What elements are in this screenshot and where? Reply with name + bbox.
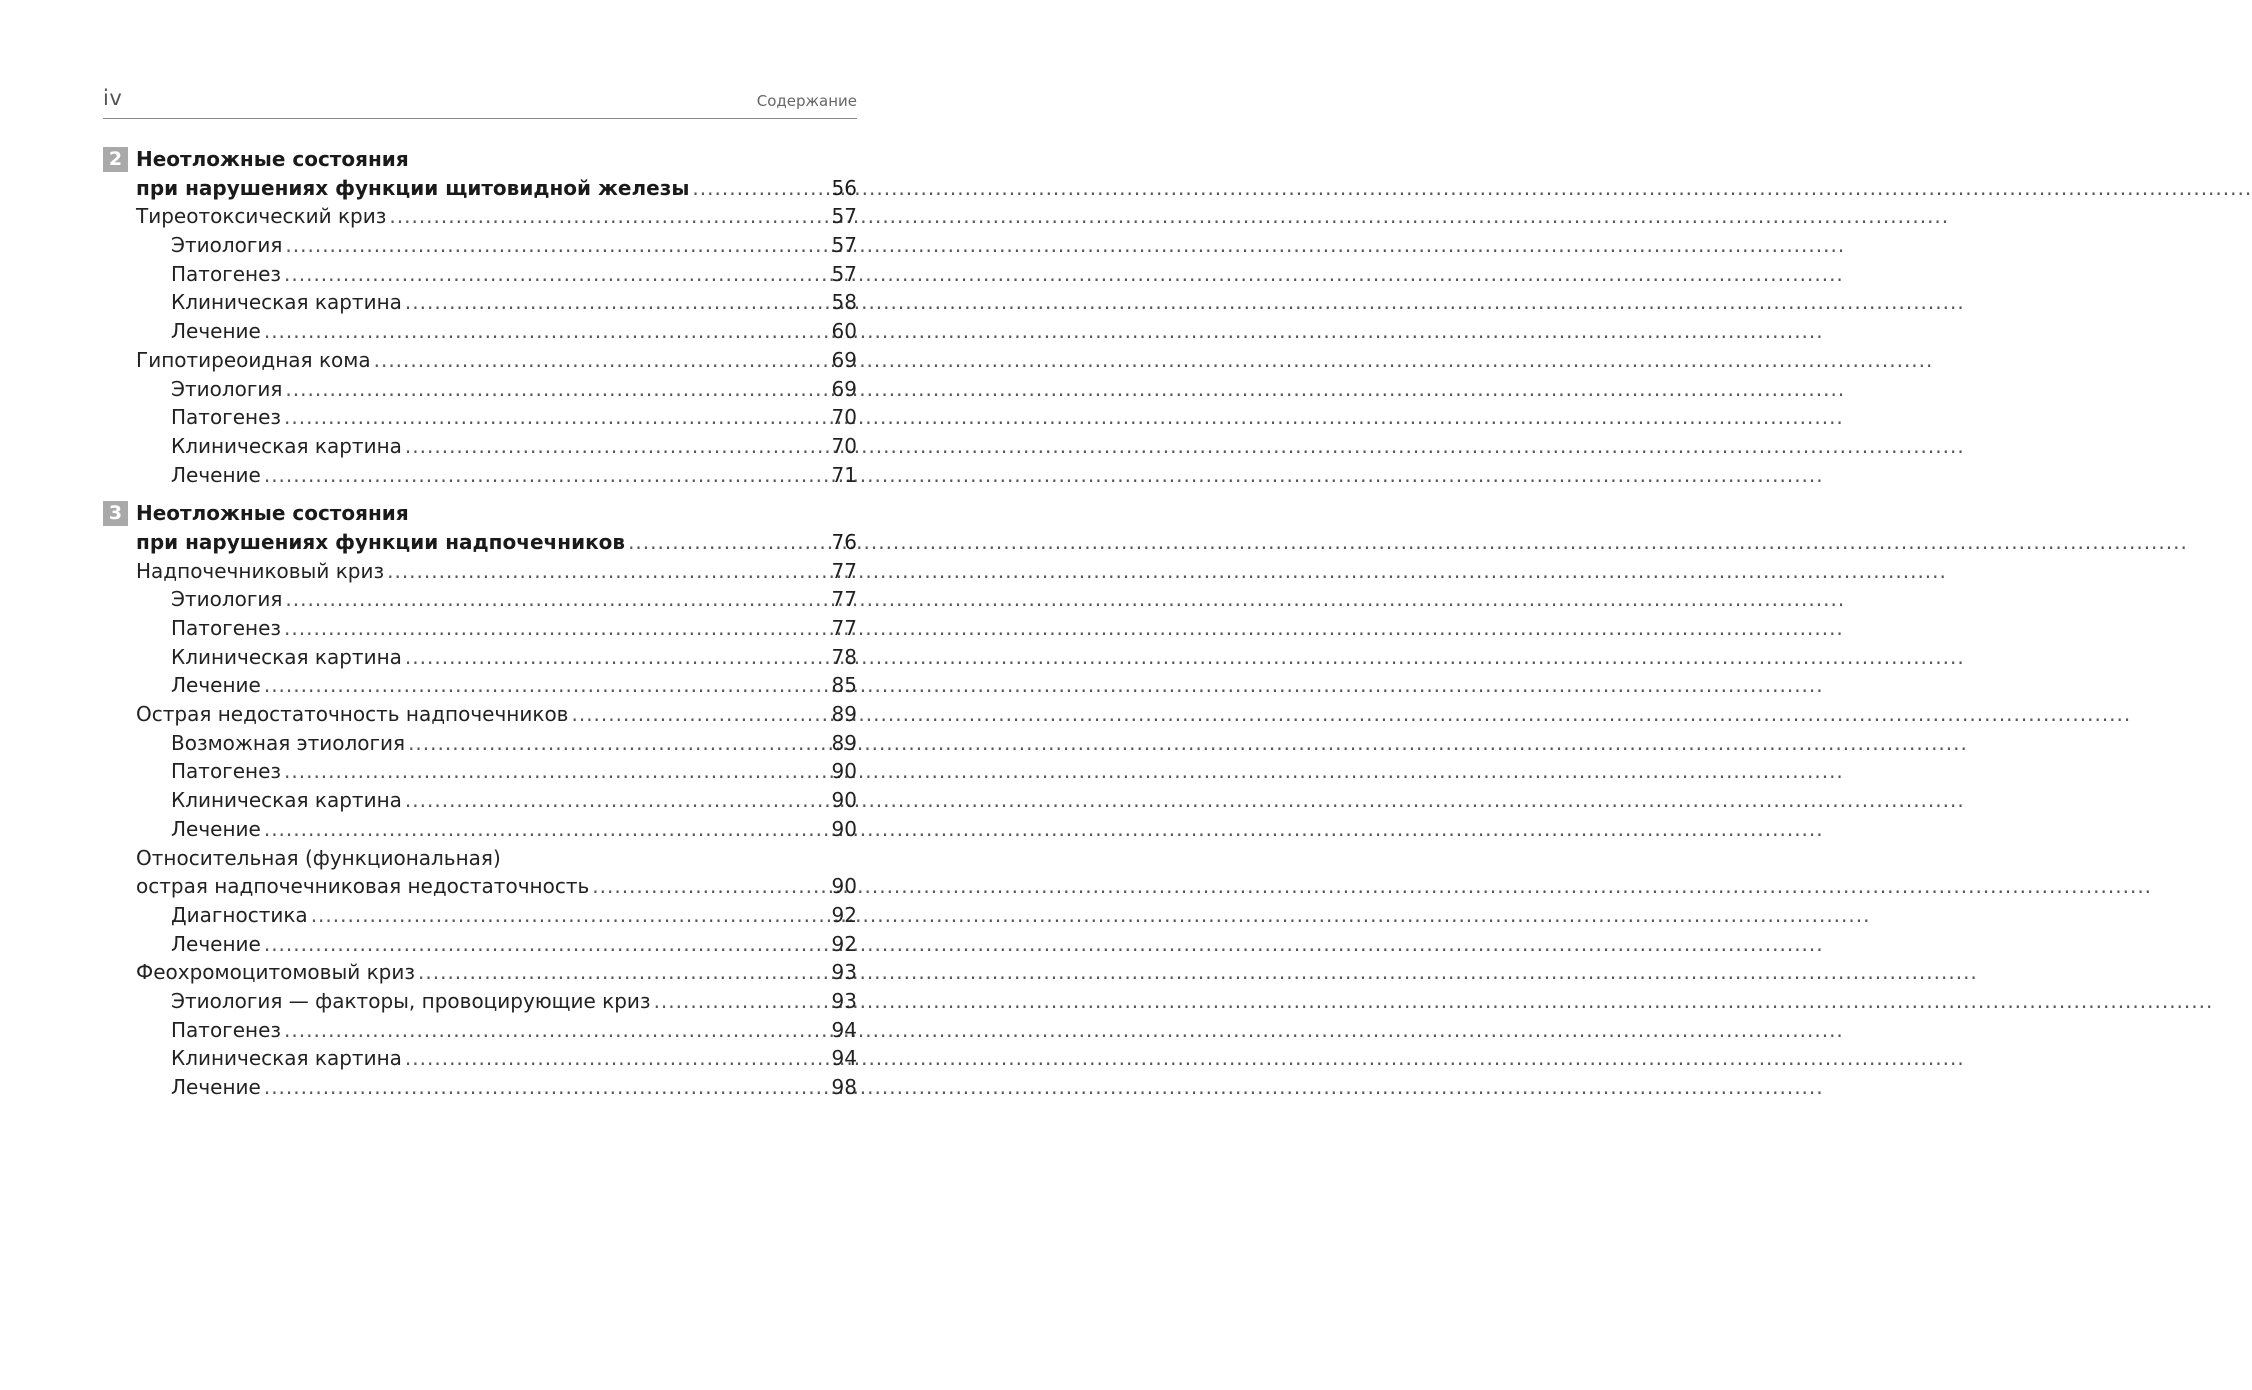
dot-leader [264, 671, 829, 700]
dot-leader [405, 288, 829, 317]
dot-leader [285, 231, 828, 260]
dot-leader [264, 461, 829, 490]
entry-title: острая надпочечниковая недостаточность [136, 874, 590, 899]
page-reference: 57 [831, 261, 857, 286]
toc-subsection-entry[interactable] [103, 403, 857, 432]
entry-title: Диагностика [171, 902, 308, 927]
entry-title: Клиническая картина [171, 290, 402, 315]
chapter-number-badge: 2 [103, 147, 128, 172]
page-reference: 98 [831, 1075, 857, 1099]
toc-section-entry[interactable] [103, 202, 857, 231]
entry-title: Лечение [171, 319, 261, 344]
toc-subsection-entry[interactable] [103, 757, 857, 786]
dot-leader [264, 815, 829, 844]
page-reference: 70 [831, 405, 857, 430]
toc-chapter [103, 499, 857, 1101]
toc-section-entry[interactable] [103, 557, 857, 586]
page-reference: 92 [831, 931, 857, 956]
entry-title: Лечение [171, 673, 261, 698]
dot-leader [284, 614, 829, 643]
page-reference: 69 [831, 347, 857, 372]
toc-subsection-entry[interactable] [103, 729, 857, 758]
dot-leader [405, 432, 829, 461]
entry-title: Этиология [171, 587, 283, 612]
page-reference: 94 [831, 1017, 857, 1042]
toc-subsection-entry[interactable] [103, 1073, 857, 1102]
toc-subsection-entry[interactable] [103, 288, 857, 317]
page-reference: 57 [831, 204, 857, 229]
toc-subsection-entry[interactable] [103, 231, 857, 260]
page-reference: 85 [831, 673, 857, 698]
page-reference: 76 [831, 529, 857, 554]
dot-leader [374, 346, 829, 375]
entry-title: Тиреотоксический криз [136, 204, 387, 229]
toc-subsection-entry[interactable] [103, 815, 857, 844]
toc-subsection-entry[interactable] [103, 1016, 857, 1045]
dot-leader [264, 317, 829, 346]
chapter-title: Неотложные состояния [136, 501, 409, 526]
toc-chapter [103, 145, 857, 489]
page-reference: 78 [831, 644, 857, 669]
page-reference: 89 [831, 702, 857, 727]
page-reference: 77 [831, 558, 857, 583]
dot-leader [405, 643, 829, 672]
page-reference: 69 [831, 376, 857, 401]
entry-title: Патогенез [171, 261, 282, 286]
toc-subsection-entry[interactable] [103, 260, 857, 289]
toc-subsection-entry[interactable] [103, 375, 857, 404]
entry-title: Относительная (функциональная) [136, 845, 501, 870]
entry-title: Клиническая картина [171, 788, 402, 813]
dot-leader [389, 202, 828, 231]
toc-section-entry[interactable] [103, 958, 857, 987]
chapter-title: Неотложные состояния [136, 147, 409, 171]
entry-title: Феохромоцитомовый криз [136, 960, 416, 985]
page-reference: 93 [831, 960, 857, 985]
entry-title: Острая недостаточность надпочечников [136, 702, 569, 727]
toc-subsection-entry[interactable] [103, 614, 857, 643]
page-reference: 60 [831, 319, 857, 344]
dot-leader [592, 872, 828, 901]
entry-title: Лечение [171, 931, 261, 956]
dot-leader [571, 700, 828, 729]
page-reference: 90 [831, 816, 857, 841]
page-reference: 90 [831, 788, 857, 813]
entry-title: Надпочечниковый криз [136, 558, 385, 583]
entry-title: Этиология [171, 376, 283, 401]
chapter-title: при нарушениях функции щитовидной железы [136, 175, 690, 200]
dot-leader [692, 174, 828, 203]
entry-title: Возможная этиология [171, 730, 406, 755]
toc-section-entry[interactable] [103, 700, 857, 729]
dot-leader [405, 786, 829, 815]
page-reference: 71 [831, 462, 857, 487]
toc-section-entry[interactable] [103, 844, 857, 873]
page-number: iv [103, 86, 123, 110]
chapter-title-row[interactable] [103, 145, 857, 174]
page-reference: 58 [831, 290, 857, 315]
entry-title: Патогенез [171, 1017, 282, 1042]
entry-title: Лечение [171, 816, 261, 841]
dot-leader [405, 1044, 829, 1073]
toc-subsection-entry[interactable] [103, 1044, 857, 1073]
entry-title: Патогенез [171, 759, 282, 784]
page-reference: 93 [831, 988, 857, 1013]
dot-leader [284, 757, 829, 786]
toc-subsection-entry[interactable] [103, 930, 857, 959]
entry-title: Клиническая картина [171, 644, 402, 669]
table-of-contents [103, 145, 857, 1102]
dot-leader [418, 958, 829, 987]
entry-title: Лечение [171, 1075, 261, 1099]
dot-leader [284, 260, 829, 289]
dot-leader [408, 729, 828, 758]
toc-subsection-entry[interactable] [103, 786, 857, 815]
page-reference: 90 [831, 759, 857, 784]
running-head: Содержание [756, 92, 857, 110]
page-reference: 56 [831, 175, 857, 200]
toc-subsection-entry[interactable] [103, 671, 857, 700]
dot-leader [264, 1073, 829, 1102]
dot-leader [387, 557, 828, 586]
dot-leader [285, 375, 828, 404]
chapter-number-badge: 3 [103, 501, 128, 526]
dot-leader [264, 930, 829, 959]
entry-title: Гипотиреоидная кома [136, 347, 371, 372]
page-header [103, 84, 857, 119]
entry-title: Лечение [171, 462, 261, 487]
entry-title: Патогенез [171, 405, 282, 430]
page-reference: 90 [831, 874, 857, 899]
dot-leader [284, 403, 829, 432]
page-reference: 94 [831, 1046, 857, 1071]
page-reference: 70 [831, 433, 857, 458]
dot-leader [285, 585, 828, 614]
toc-subsection-entry[interactable] [103, 317, 857, 346]
dot-leader [628, 528, 828, 557]
toc-section-entry[interactable] [103, 346, 857, 375]
toc-subsection-entry[interactable] [103, 643, 857, 672]
toc-subsection-entry[interactable] [103, 901, 857, 930]
page-reference: 77 [831, 587, 857, 612]
chapter-title: при нарушениях функции надпочечников [136, 529, 626, 554]
toc-subsection-entry[interactable] [103, 432, 857, 461]
entry-title: Клиническая картина [171, 433, 402, 458]
page-reference: 92 [831, 902, 857, 927]
toc-section-entry[interactable] [103, 872, 857, 901]
chapter-title-row[interactable] [103, 174, 857, 203]
dot-leader [311, 901, 829, 930]
toc-subsection-entry[interactable] [103, 987, 857, 1016]
chapter-title-row[interactable] [103, 499, 857, 528]
entry-title: Клиническая картина [171, 1046, 402, 1071]
dot-leader [284, 1016, 829, 1045]
page-reference: 77 [831, 616, 857, 640]
page-reference: 57 [831, 233, 857, 258]
entry-title: Патогенез [171, 616, 282, 640]
entry-title: Этиология [171, 233, 283, 258]
dot-leader [654, 987, 829, 1016]
page-reference: 89 [831, 730, 857, 755]
toc-subsection-entry[interactable] [103, 585, 857, 614]
toc-subsection-entry[interactable] [103, 461, 857, 490]
chapter-title-row[interactable] [103, 528, 857, 557]
entry-title: Этиология — факторы, провоцирующие криз [171, 988, 651, 1013]
